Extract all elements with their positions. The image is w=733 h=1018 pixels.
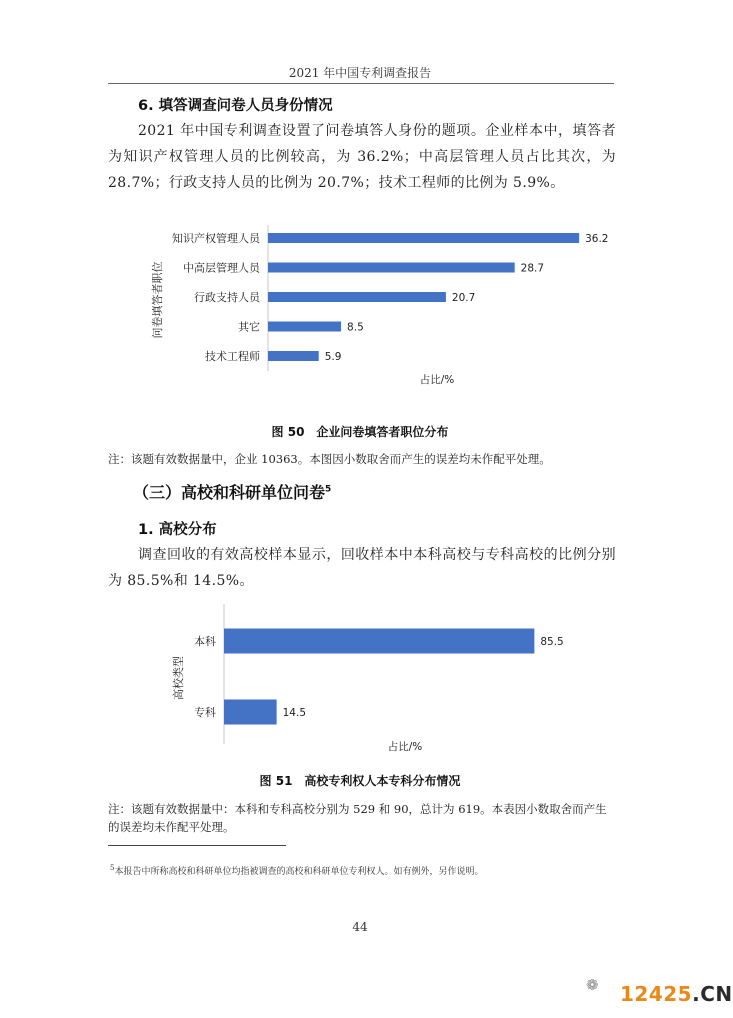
figure-51-data-label: 14.5 — [282, 707, 307, 719]
figure-50-category-label: 技术工程师 — [205, 350, 260, 363]
section-3-heading — [133, 480, 331, 503]
footnote-text: 本报告中所称高校和科研单位均指被调查的高校和科研单位专利权人。如有例外，另作说明。 — [114, 867, 484, 877]
figure-50-chart — [140, 215, 609, 395]
figure-51-xlabel: 占比/% — [387, 741, 423, 753]
figure-50-data-label: 36.2 — [585, 233, 609, 245]
figure-50-category-label: 中高层管理人员 — [183, 261, 260, 275]
figure-51-bar — [224, 700, 277, 725]
footnote-mark: 5 — [110, 864, 115, 872]
figure-50-bar — [268, 292, 446, 302]
figure-50-bar — [268, 233, 579, 243]
figure-51-note: 注：该题有效数据量中：本科和专科高校分别为 529 和 90，总计为 619。本表因小数取舍而产生的误差均未作配平处理。 — [108, 802, 607, 834]
figure-50-category-label: 其它 — [238, 320, 260, 334]
figure-51-bar — [224, 629, 534, 654]
figure-50-bar — [268, 322, 341, 332]
figure-50-bar — [268, 263, 515, 273]
figure-51-chart — [160, 598, 600, 754]
section-3-heading-text: （三）高校和科研单位问卷 — [133, 483, 326, 502]
figure-50-xlabel: 占比/% — [419, 374, 455, 386]
figure-51-category-label: 专科 — [194, 706, 216, 719]
figure-50-bar — [268, 351, 319, 361]
site-watermark-number: 12425 — [620, 982, 693, 1006]
figure-51-data-label: 85.5 — [540, 636, 564, 648]
figure-50-data-label: 5.9 — [324, 351, 342, 363]
figure-50-ylabel: 问卷填答者职位 — [151, 261, 164, 339]
section-1-paragraph: 调查回收的有效高校样本显示，回收样本中本科高校与专科高校的比例分别为 85.5%和 14.5%。 — [108, 547, 616, 589]
footnote-rule — [108, 845, 286, 846]
figure-51-caption: 图 51 高校专利权人本专科分布情况 — [259, 774, 461, 788]
footnote-ref: 5 — [325, 484, 332, 495]
section-6-heading: 6. 填答调查问卷人员身份情况 — [138, 98, 333, 114]
figure-51-category-label: 本科 — [194, 635, 216, 648]
figure-50-note: 注：该题有效数据量中，企业 10363。本图因小数取舍而产生的误差均未作配平处理。 — [108, 452, 551, 466]
figure-50-data-label: 8.5 — [347, 321, 364, 334]
site-watermark-tld: .CN — [692, 982, 733, 1006]
running-header: 2021 年中国专利调查报告 — [288, 66, 432, 80]
figure-50-caption: 图 50 企业问卷填答者职位分布 — [271, 425, 449, 439]
section-1-heading: 1. 高校分布 — [138, 522, 217, 538]
figure-50-category-label: 行政支持人员 — [194, 291, 260, 304]
site-watermark — [620, 982, 733, 1006]
header-rule — [108, 83, 614, 84]
footnote — [110, 864, 610, 877]
figure-50-data-label: 20.7 — [451, 292, 476, 304]
section-6-paragraph: 2021 年中国专利调查设置了问卷填答人身份的题项。企业样本中，填答者为知识产权管理人员的比例较高，为 36.2%；中高层管理人员占比其次，为 28.7%；行政支持人员的比例为 20.7%；技术工程师的比例为 5.9%。 — [108, 123, 616, 191]
figure-50-data-label: 28.7 — [520, 262, 545, 275]
page-number: 44 — [352, 920, 368, 934]
figure-51-ylabel: 高校类型 — [172, 656, 185, 700]
figure-50-category-label: 知识产权管理人员 — [172, 232, 260, 245]
wechat-icon: ❁ — [586, 976, 599, 994]
